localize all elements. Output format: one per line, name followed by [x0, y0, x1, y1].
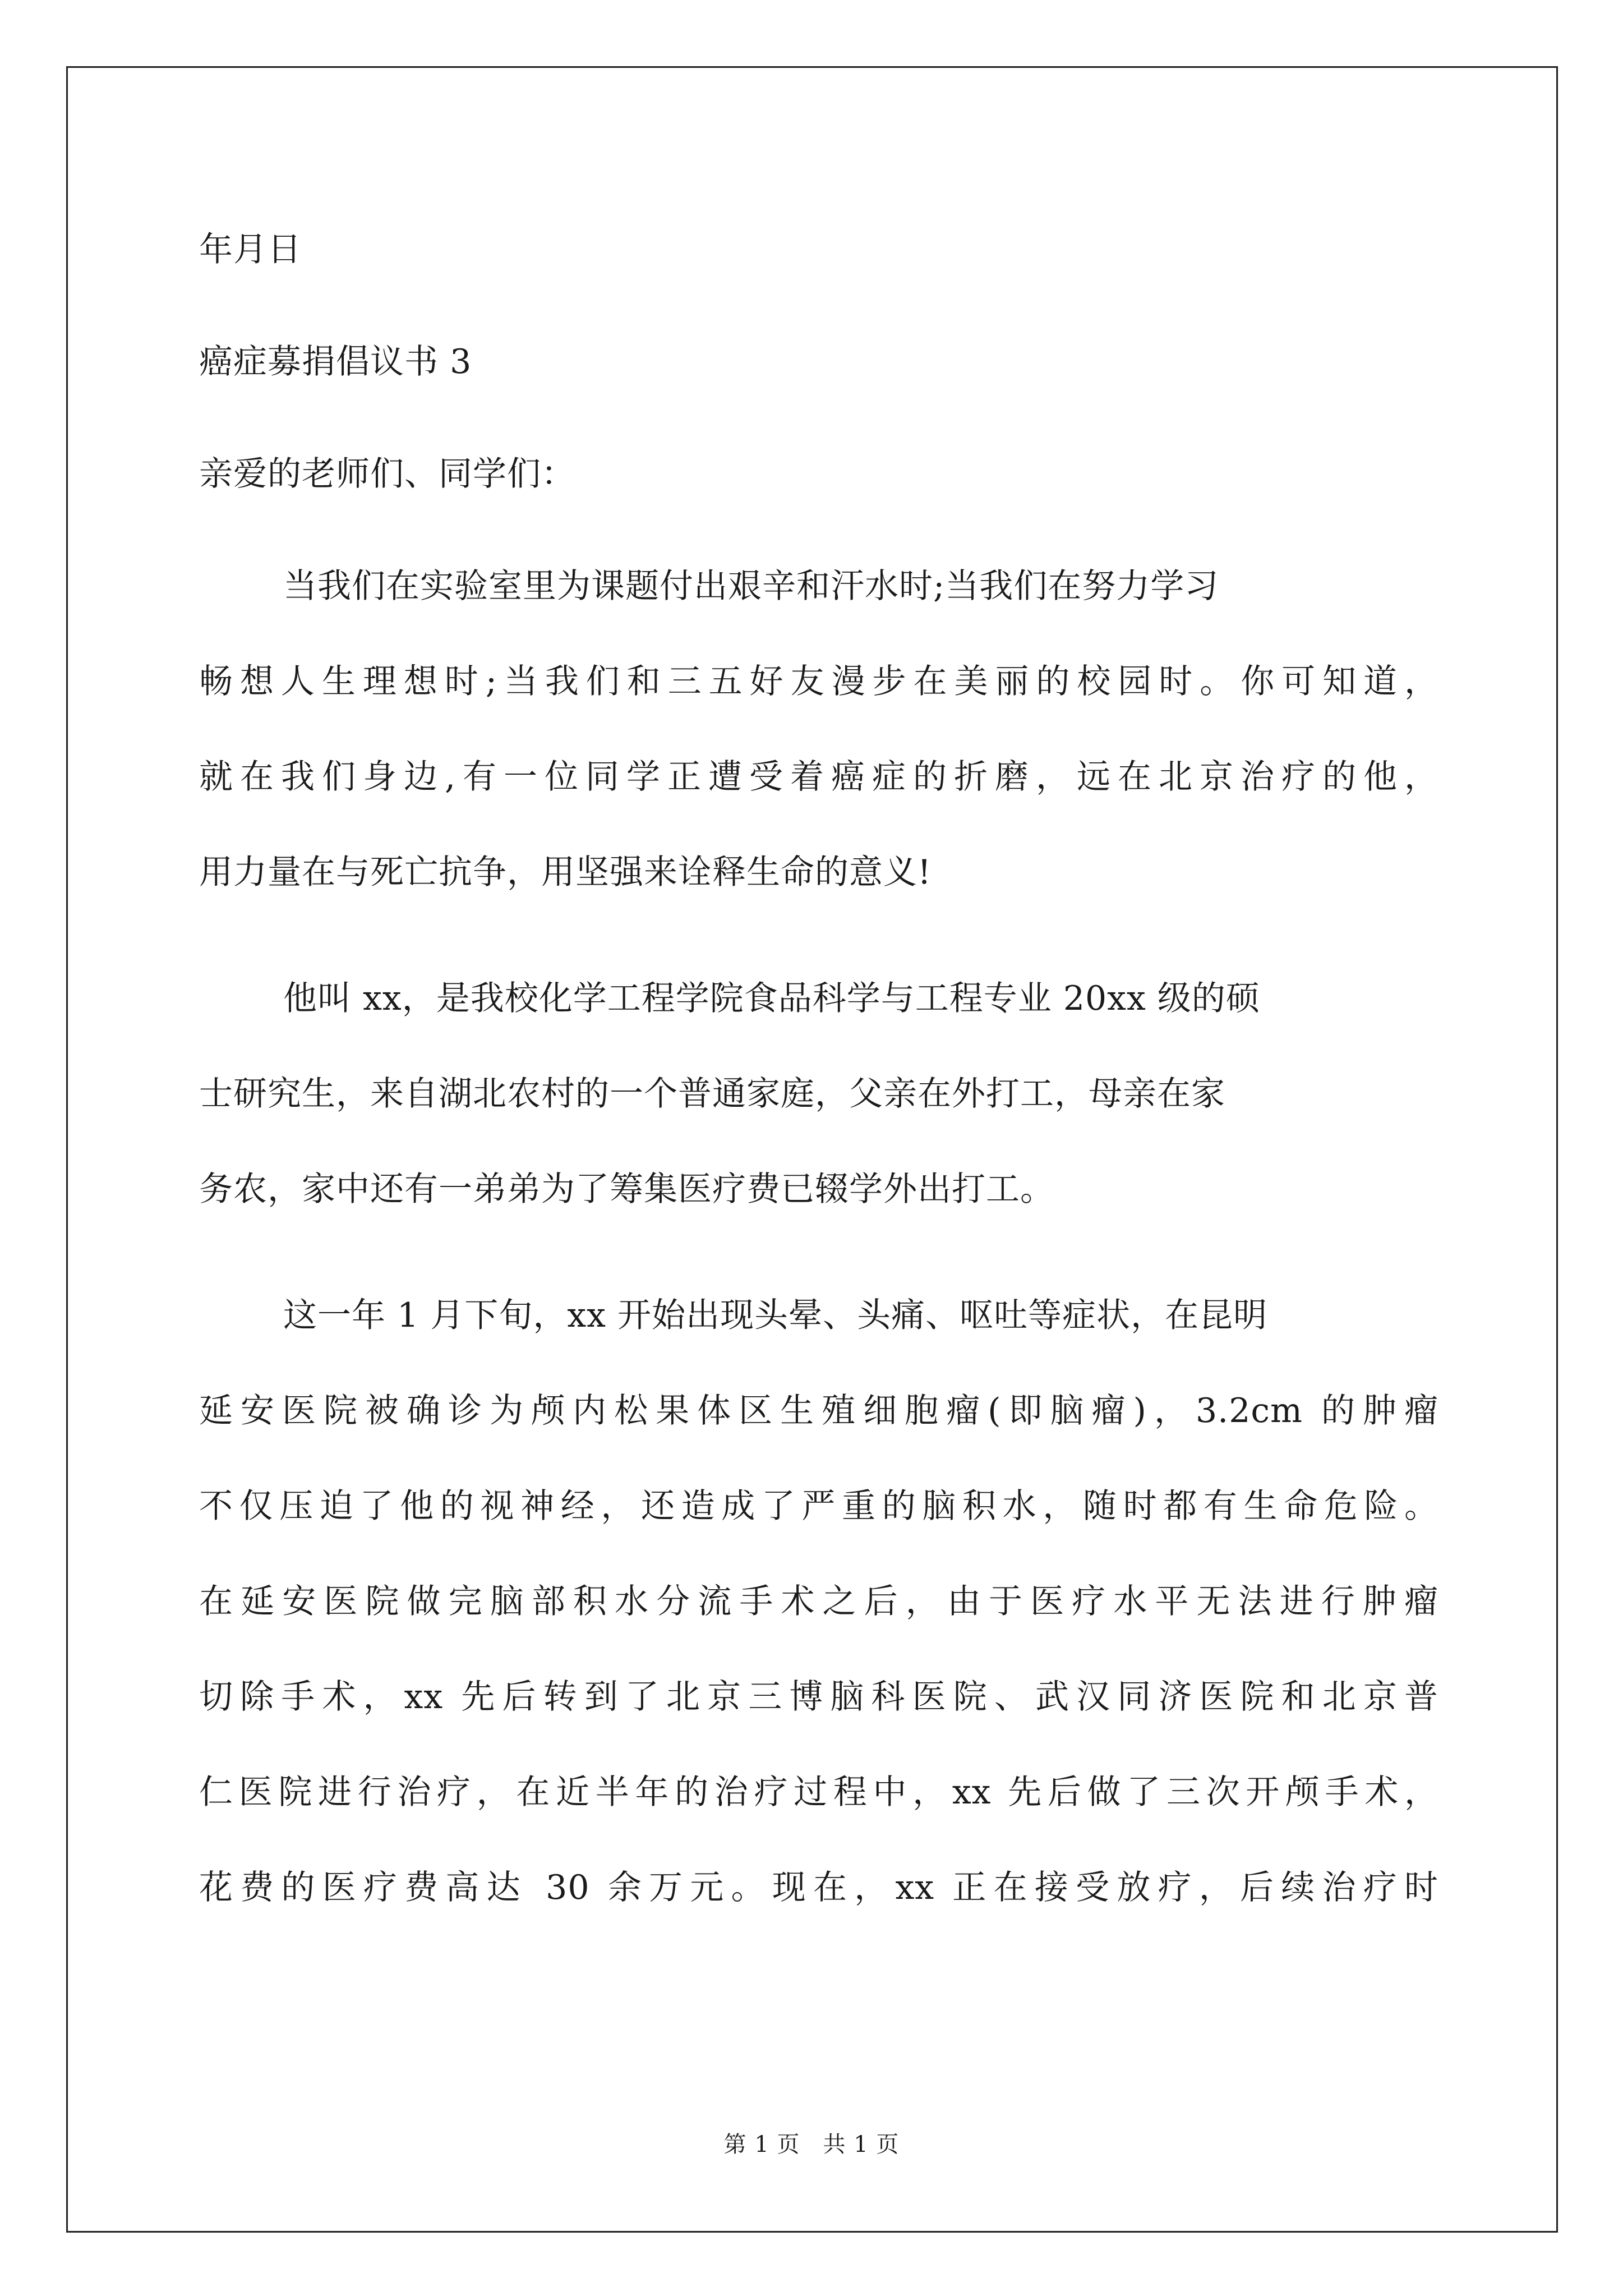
date-line: 年月日 — [199, 230, 302, 269]
page-number-footer: 第 1 页 共 1 页 — [723, 2132, 900, 2157]
paragraph-line: 不仅压迫了他的视神经，还造成了严重的脑积水，随时都有生命危险。 — [199, 1487, 1438, 1526]
document-title: 癌症募捐倡议书 3 — [199, 342, 472, 381]
paragraph-line: 士研究生，来自湖北农村的一个普通家庭，父亲在外打工，母亲在家 — [199, 1074, 1225, 1114]
paragraph-line: 当我们在实验室里为课题付出艰辛和汗水时;当我们在努力学习 — [283, 567, 1219, 606]
paragraph-line: 畅想人生理想时;当我们和三五好友漫步在美丽的校园时。你可知道， — [199, 662, 1438, 701]
paragraph-line: 仁医院进行治疗，在近半年的治疗过程中，xx 先后做了三次开颅手术， — [199, 1773, 1438, 1812]
paragraph-line: 就在我们身边,有一位同学正遭受着癌症的折磨，远在北京治疗的他， — [199, 757, 1438, 797]
paragraph-line: 这一年 1 月下旬，xx 开始出现头晕、头痛、呕吐等症状，在昆明 — [283, 1296, 1268, 1335]
paragraph-line: 务农，家中还有一弟弟为了筹集医疗费已辍学外出打工。 — [199, 1170, 1054, 1209]
paragraph-line: 他叫 xx，是我校化学工程学院食品科学与工程专业 20xx 级的硕 — [283, 979, 1260, 1018]
salutation: 亲爱的老师们、同学们： — [199, 454, 575, 494]
paragraph-line: 延安医院被确诊为颅内松果体区生殖细胞瘤(即脑瘤)，3.2cm 的肿瘤 — [199, 1391, 1438, 1430]
paragraph-line: 用力量在与死亡抗争，用坚强来诠释生命的意义! — [199, 853, 932, 892]
paragraph-line: 切除手术，xx 先后转到了北京三博脑科医院、武汉同济医院和北京普 — [199, 1677, 1438, 1717]
paragraph-line: 花费的医疗费高达 30 余万元。现在，xx 正在接受放疗，后续治疗时 — [199, 1868, 1438, 1907]
paragraph-line: 在延安医院做完脑部积水分流手术之后，由于医疗水平无法进行肿瘤 — [199, 1582, 1438, 1621]
